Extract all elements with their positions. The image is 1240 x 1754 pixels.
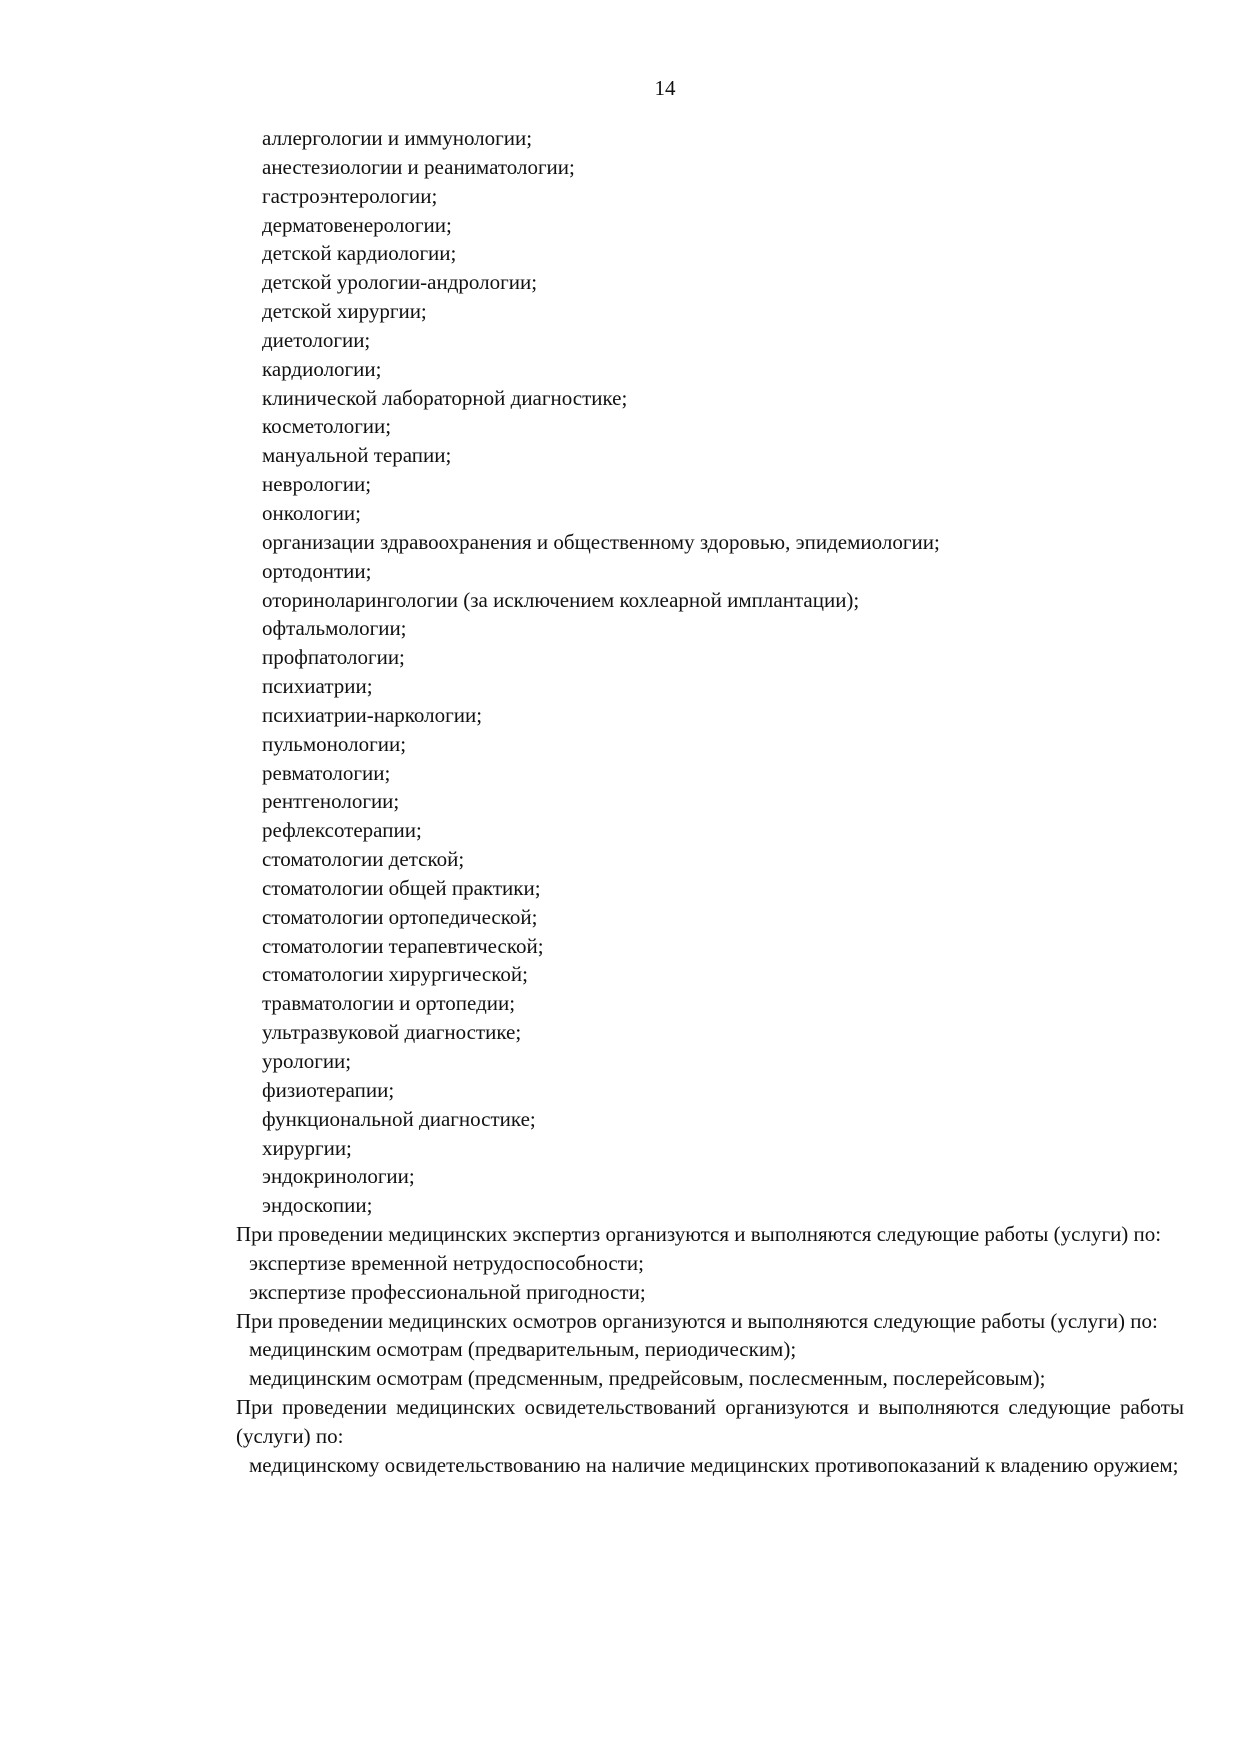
specialty-item: стоматологии терапевтической; <box>262 933 544 958</box>
specialty-item: психиатрии-наркологии; <box>262 702 483 727</box>
specialty-item: косметологии; <box>262 414 392 439</box>
specialty-item: рентгенологии; <box>262 789 400 814</box>
specialty-item: онкологии; <box>262 500 362 525</box>
examinations-item <box>236 1364 1184 1393</box>
specialties-list <box>236 124 1184 1220</box>
specialty-item: кардиологии; <box>262 356 382 381</box>
specialty-item: урологии; <box>262 1049 352 1073</box>
page-number: 14 <box>654 76 676 100</box>
examinations-intro: При проведении медицинских осмотров организуются и выполняются следующие работы (услуги) по: <box>236 1308 1158 1333</box>
specialty-item: травматологии и ортопедии; <box>262 991 516 1016</box>
specialty-item: аллергологии и иммунологии; <box>262 126 533 150</box>
specialty-item: ортодонтии; <box>262 558 372 583</box>
certifications-item <box>236 1451 1184 1480</box>
specialty-item: детской хирургии; <box>262 299 427 324</box>
specialty-item: пульмонологии; <box>262 731 407 756</box>
certifications-item-text: медицинскому освидетельствованию на наличие медицинских противопоказаний к владению оружием; <box>249 1452 1179 1477</box>
specialty-item: диетологии; <box>262 327 371 352</box>
expertise-item: экспертизе временной нетрудоспособности; <box>249 1250 644 1275</box>
specialty-item: ультразвуковой диагностике; <box>262 1020 522 1045</box>
specialty-item: ревматологии; <box>262 760 391 785</box>
specialty-item: стоматологии общей практики; <box>262 875 541 900</box>
specialty-item: мануальной терапии; <box>262 443 452 468</box>
specialty-item: функциональной диагностике; <box>262 1106 536 1131</box>
specialty-item: физиотерапии; <box>262 1077 395 1102</box>
specialty-item: хирургии; <box>262 1135 352 1160</box>
specialty-item: оториноларингологии (за исключением кохлеарной имплантации); <box>262 587 860 612</box>
examinations-item: медицинским осмотрам (предварительным, периодическим); <box>249 1337 797 1362</box>
specialty-item: эндокринологии; <box>262 1164 415 1189</box>
specialty-item: дерматовенерологии; <box>262 212 452 237</box>
expertise-item: экспертизе профессиональной пригодности; <box>249 1279 646 1304</box>
expertise-intro: При проведении медицинских экспертиз организуются и выполняются следующие работы (услуги) по: <box>236 1222 1162 1247</box>
specialty-item: офтальмологии; <box>262 616 407 641</box>
specialty-item: клинической лабораторной диагностике; <box>262 385 628 410</box>
specialty-item: детской урологии-андрологии; <box>262 270 538 295</box>
specialty-item: стоматологии хирургической; <box>262 962 528 987</box>
specialty-item: организации здравоохранения и общественному здоровью, эпидемиологии; <box>262 529 940 554</box>
document-body <box>236 124 1184 1480</box>
specialty-item: стоматологии ортопедической; <box>262 904 538 929</box>
specialty-item: эндоскопии; <box>262 1193 373 1218</box>
certifications-intro: При проведении медицинских освидетельствований организуются и выполняются следующие работы (услуги) по: <box>236 1395 1184 1448</box>
examinations-item-text: медицинским осмотрам (предсменным, предрейсовым, послесменным, послерейсовым); <box>249 1366 1046 1391</box>
specialty-item: анестезиологии и реаниматологии; <box>262 154 575 179</box>
specialty-item: детской кардиологии; <box>262 241 457 266</box>
specialty-item: профпатологии; <box>262 645 405 670</box>
specialty-item: стоматологии детской; <box>262 847 465 872</box>
specialty-item: неврологии; <box>262 472 372 497</box>
specialty-item: рефлексотерапии; <box>262 818 422 843</box>
specialty-item: гастроэнтерологии; <box>262 183 438 208</box>
specialty-item: психиатрии; <box>262 674 373 699</box>
